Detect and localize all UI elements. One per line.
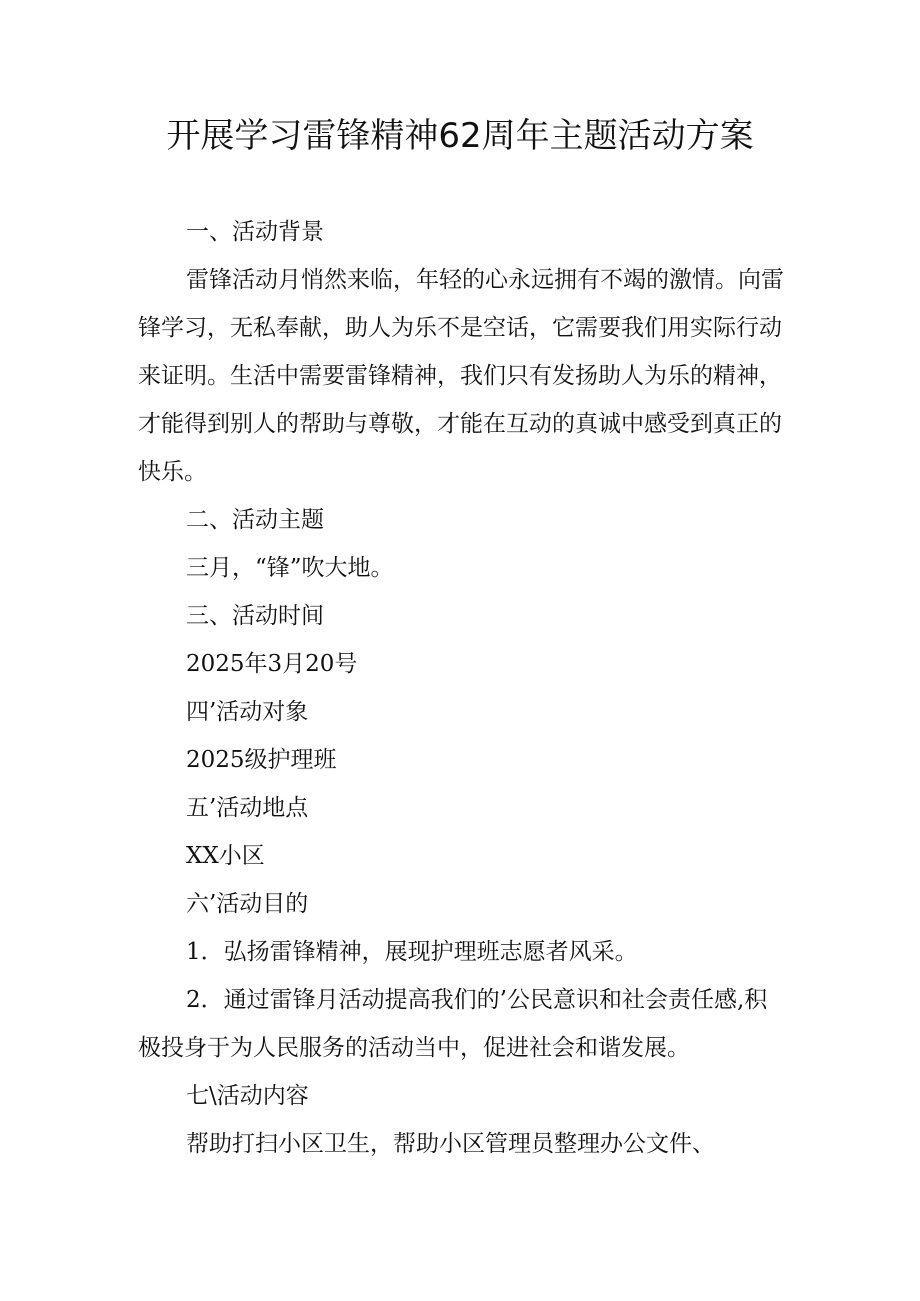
section-heading-background: 一、活动背景 — [186, 219, 324, 245]
list-item-continuation: 极投身于为人民服务的活动当中，促进社会和谐发展。 — [138, 1035, 690, 1061]
paragraph-line: 2025年3月20号 — [186, 651, 358, 677]
section-heading-target: 四’活动对象 — [186, 699, 309, 725]
paragraph-line: 锋学习，无私奉献，助人为乐不是空话，它需要我们用实际行动 — [138, 315, 782, 341]
list-item: 2．通过雷锋月活动提高我们的’公民意识和社会责任感,积 — [186, 987, 768, 1013]
paragraph-line: 雷锋活动月悄然来临，年轻的心永远拥有不竭的激情。向雷 — [186, 267, 784, 293]
section-heading-purpose: 六’活动目的 — [186, 891, 309, 917]
paragraph-line: XX小区 — [186, 843, 265, 869]
paragraph-line: 来证明。生活中需要雷锋精神，我们只有发扬助人为乐的精神， — [138, 363, 782, 389]
section-heading-theme: 二、活动主题 — [186, 507, 324, 533]
document-body — [138, 208, 788, 1168]
paragraph-line: 三月，“锋”吹大地。 — [186, 555, 394, 581]
paragraph-line: 2025级护理班 — [186, 747, 337, 773]
paragraph-line: 快乐。 — [138, 459, 207, 485]
document-title: 开展学习雷锋精神62周年主题活动方案 — [166, 116, 754, 156]
list-item: 1．弘扬雷锋精神，展现护理班志愿者风采。 — [186, 939, 638, 965]
section-heading-time: 三、活动时间 — [186, 603, 324, 629]
paragraph-line: 帮助打扫小区卫生，帮助小区管理员整理办公文件、 — [186, 1131, 715, 1157]
paragraph-line: 才能得到别人的帮助与尊敬，才能在互动的真诚中感受到真正的 — [138, 411, 782, 437]
section-heading-location: 五’活动地点 — [186, 795, 309, 821]
section-heading-content: 七\活动内容 — [186, 1083, 309, 1109]
